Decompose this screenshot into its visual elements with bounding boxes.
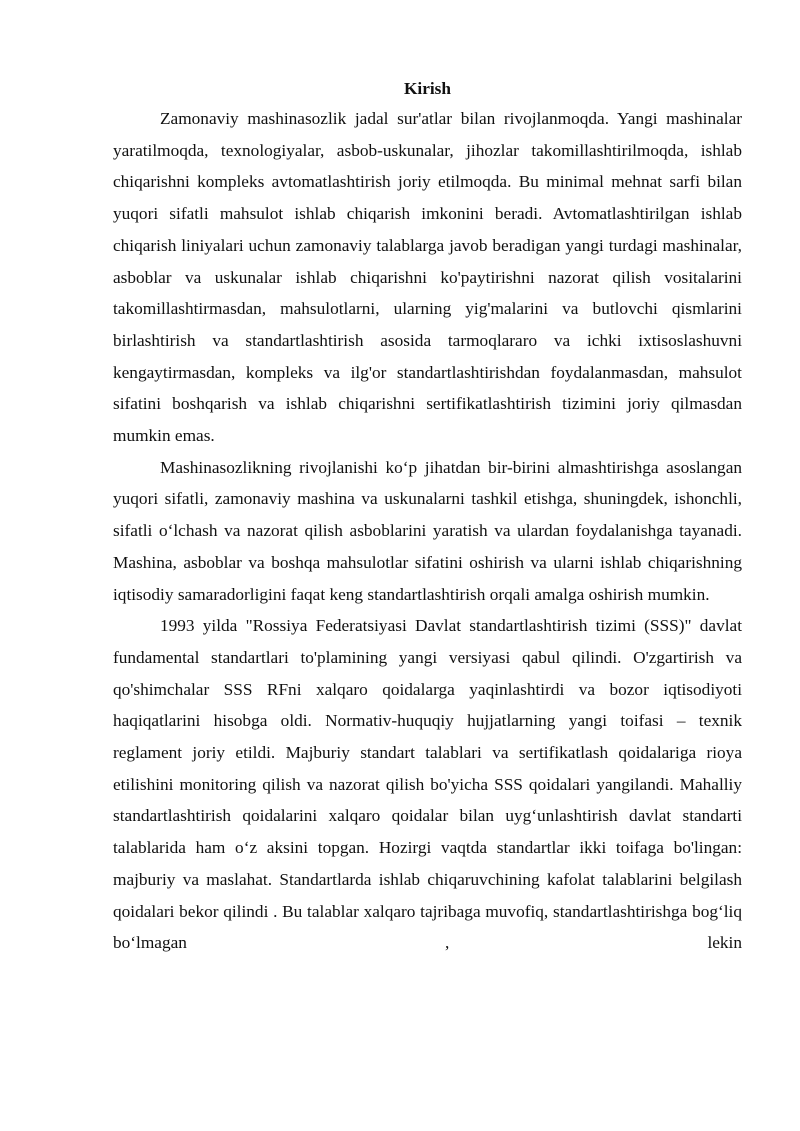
- paragraph-2: Mashinasozlikning rivojlanishi ko‘p jihatdan bir-birini almashtirishga asoslangan yuqori sifatli, zamonaviy mashina va uskunalarni tashkil etishga, shuningdek, ishonchli, sifatli o‘lchash va nazorat qilish asboblarini yaratish va ulardan foydalanishga tayanadi. Mashina, asboblar va boshqa mahsulotlar sifatini oshirish va ularni ishlab chiqarishning iqtisodiy samaradorligini faqat keng standartlashtirish orqali amalga oshirish mumkin.: [113, 457, 742, 604]
- document-title: Kirish: [403, 79, 452, 98]
- document-page: [113, 74, 742, 959]
- paragraph-3: 1993 yilda "Rossiya Federatsiyasi Davlat standartlashtirish tizimi (SSS)" davlat fundamental standartlari to'plamining yangi versiyasi qabul qilindi. O'zgartirish va qo'shimchalar SSS RFni xalqaro qoidalarga yaqinlashtirdi va bozor iqtisodiyoti haqiqatlarini hisobga oldi. Normativ-huquqiy hujjatlarning yangi toifasi – texnik reglament joriy etildi. Majburiy standart talablari va sertifikatlash qoidalariga rioya etilishini monitoring qilish va nazorat qilish bo'yicha SSS qoidalari yangilandi. Mahalliy standartlashtirish qoidalarini xalqaro qoidalar bilan uyg‘unlashtirish davlat standarti talablarida ham o‘z aksini topgan. Hozirgi vaqtda standartlar ikki toifaga bo'lingan: majburiy va maslahat. Standartlarda ishlab chiqaruvchining kafolat talablarini belgilash qoidalari bekor qilindi . Bu talablar xalqaro tajribaga muvofiq, standartlashtirishga bog‘liq bo‘lmagan , lekin: [113, 616, 742, 953]
- paragraph-1: Zamonaviy mashinasozlik jadal sur'atlar bilan rivojlanmoqda. Yangi mashinalar yaratilmoqda, texnologiyalar, asbob-uskunalar, jihozlar takomillashtirilmoqda, ishlab chiqarishni kompleks avtomatlashtirish joriy etilmoqda. Bu minimal mehnat sarfi bilan yuqori sifatli mahsulot ishlab chiqarish imkonini beradi. Avtomatlashtirilgan ishlab chiqarish liniyalari uchun zamonaviy talablarga javob beradigan yangi turdagi mashinalar, asboblar va uskunalar ishlab chiqarishni ko'paytirishni nazorat qilish vositalarini takomillashtirmasdan, mahsulotlarni, ularning yig'malarini va butlovchi qismlarini birlashtirish va standartlashtirish asosida tarmoqlararo va ichki ixtisoslashuvni kengaytirmasdan, kompleks va ilg'or standartlashtirishdan foydalanmasdan, mahsulot sifatini boshqarish va ishlab chiqarishni sertifikatlashtirish tizimini joriy qilmasdan mumkin emas.: [113, 109, 742, 446]
